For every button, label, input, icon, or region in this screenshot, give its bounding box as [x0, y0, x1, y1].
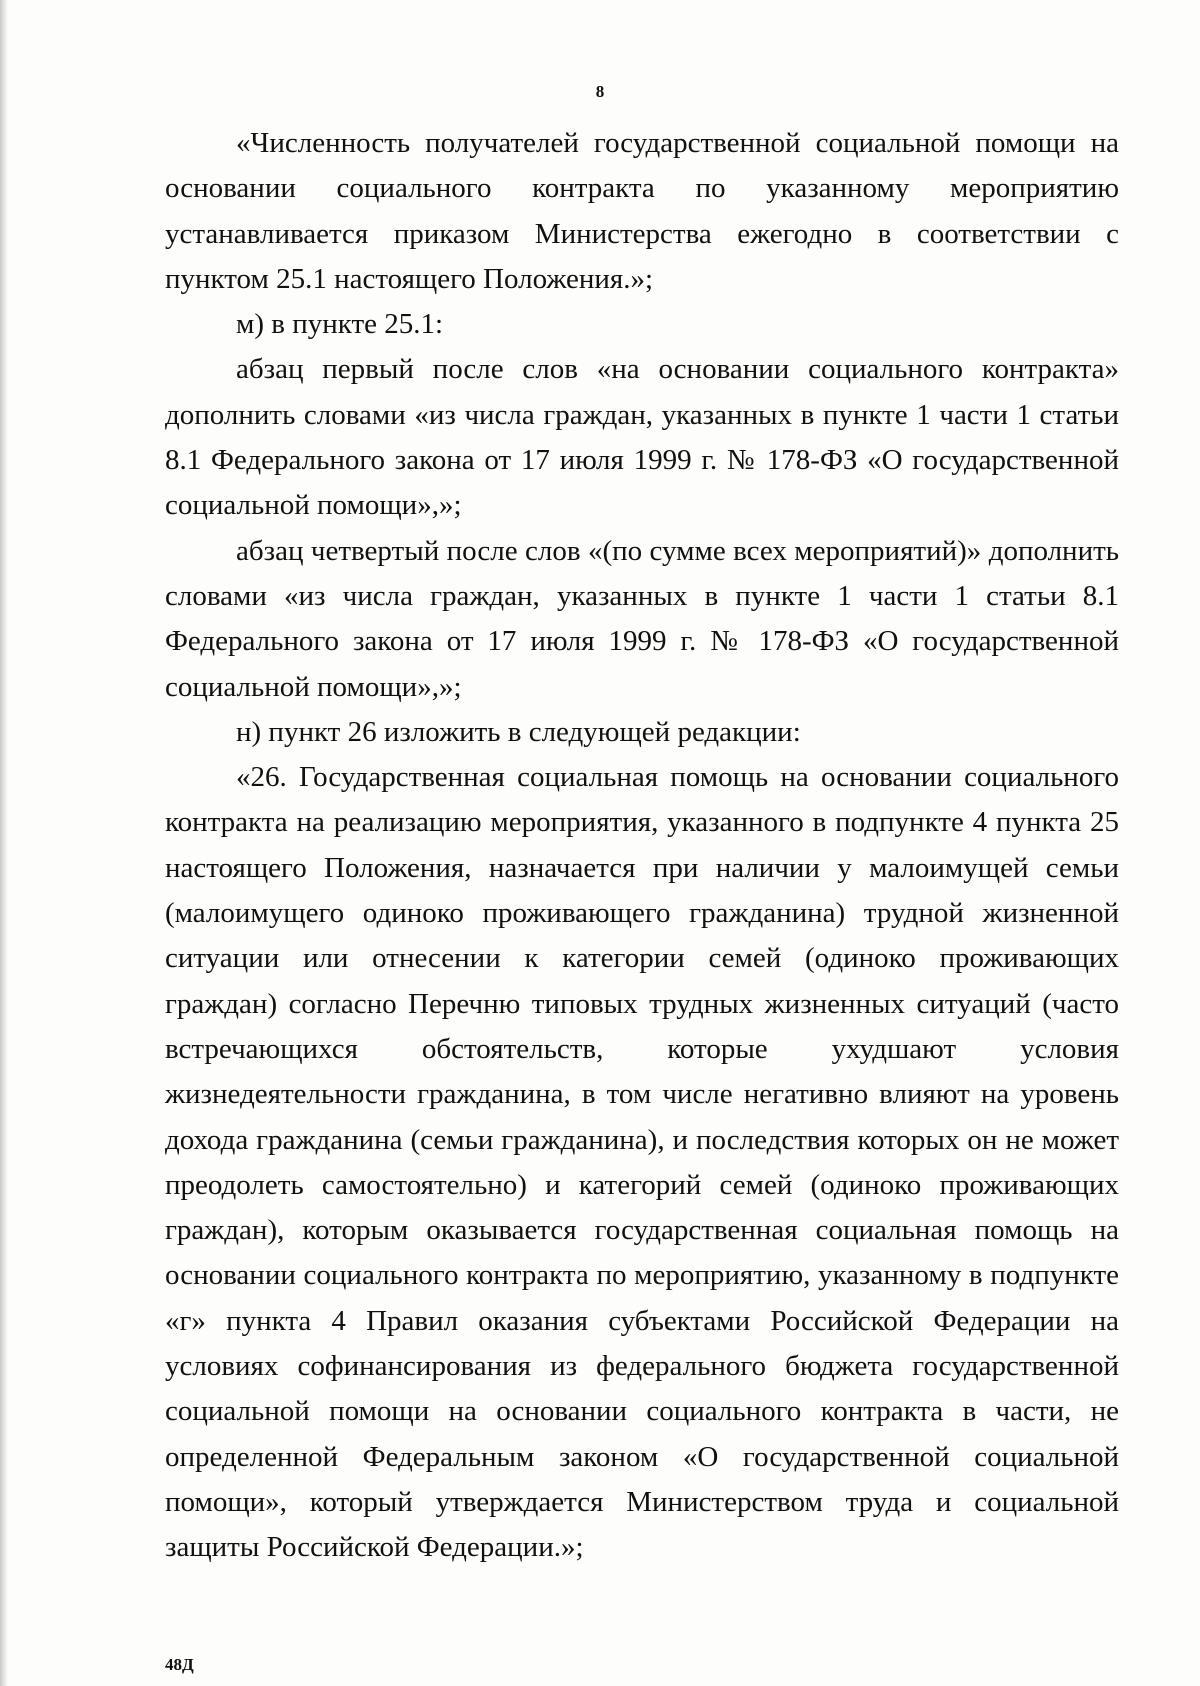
page-number: 8 [595, 82, 605, 101]
document-body [165, 121, 1119, 1571]
scan-edge [0, 0, 8, 1686]
paragraph-item-n: н) пункт 26 изложить в следующей редакции: [236, 715, 801, 748]
paragraph-recipients-count: «Численность получателей государственной социальной помощи на основании социального контракта по указанному мероприятию устанавливается приказом Министерства ежегодно в соответствии с пунктом 25.1 настоящего Положения.»; [165, 127, 1119, 295]
paragraph-first-abzac: абзац первый после слов «на основании социального контракта» дополнить словами «из числа граждан, указанных в пункте 1 части 1 статьи 8.1 Федерального закона от 17 июля 1999 г. № 178-ФЗ «О государственной социальной помощи»,»; [165, 353, 1119, 522]
paragraph-fourth-abzac: абзац четвертый после слов «(по сумме всех мероприятий)» дополнить словами «из числа граждан, указанных в пункте 1 части 1 статьи 8.1 Федерального закона от 17 июля 1999 г. № 178-ФЗ «О государственной социальной помощи»,»; [165, 534, 1119, 703]
paragraph-item-m: м) в пункте 25.1: [236, 308, 444, 341]
paragraph-point-26: «26. Государственная социальная помощь на основании социального контракта на реализацию мероприятия, указанного в подпункте 4 пункта 25 настоящего Положения, назначается при наличии у малоимущей семьи (малоимущего одиноко проживающего гражданина) трудной жизненной ситуации или отнесении к категории семей (одиноко проживающих граждан) согласно Перечню типовых трудных жизненных ситуаций (часто встречающихся обстоятельств, которые ухудшают условия жизнедеятельности гражданина, в том числе негативно влияют на уровень дохода гражданина (семьи гражданина), и последствия которых он не может преодолеть самостоятельно) и категорий семей (одиноко проживающих граждан), которым оказывается государственная социальная помощь на основании социального контракта по мероприятию, указанному в подпункте «г» пункта 4 Правил оказания субъектами Российской Федерации на условиях софинансирования из федерального бюджета государственной социальной помощи на основании социального контракта в части, не определенной Федеральным законом «О государственной социальной помощи», который утверждается Министерством труда и социальной защиты Российской Федерации.»; [165, 761, 1119, 1564]
footer-code: 48Д [165, 1655, 194, 1674]
